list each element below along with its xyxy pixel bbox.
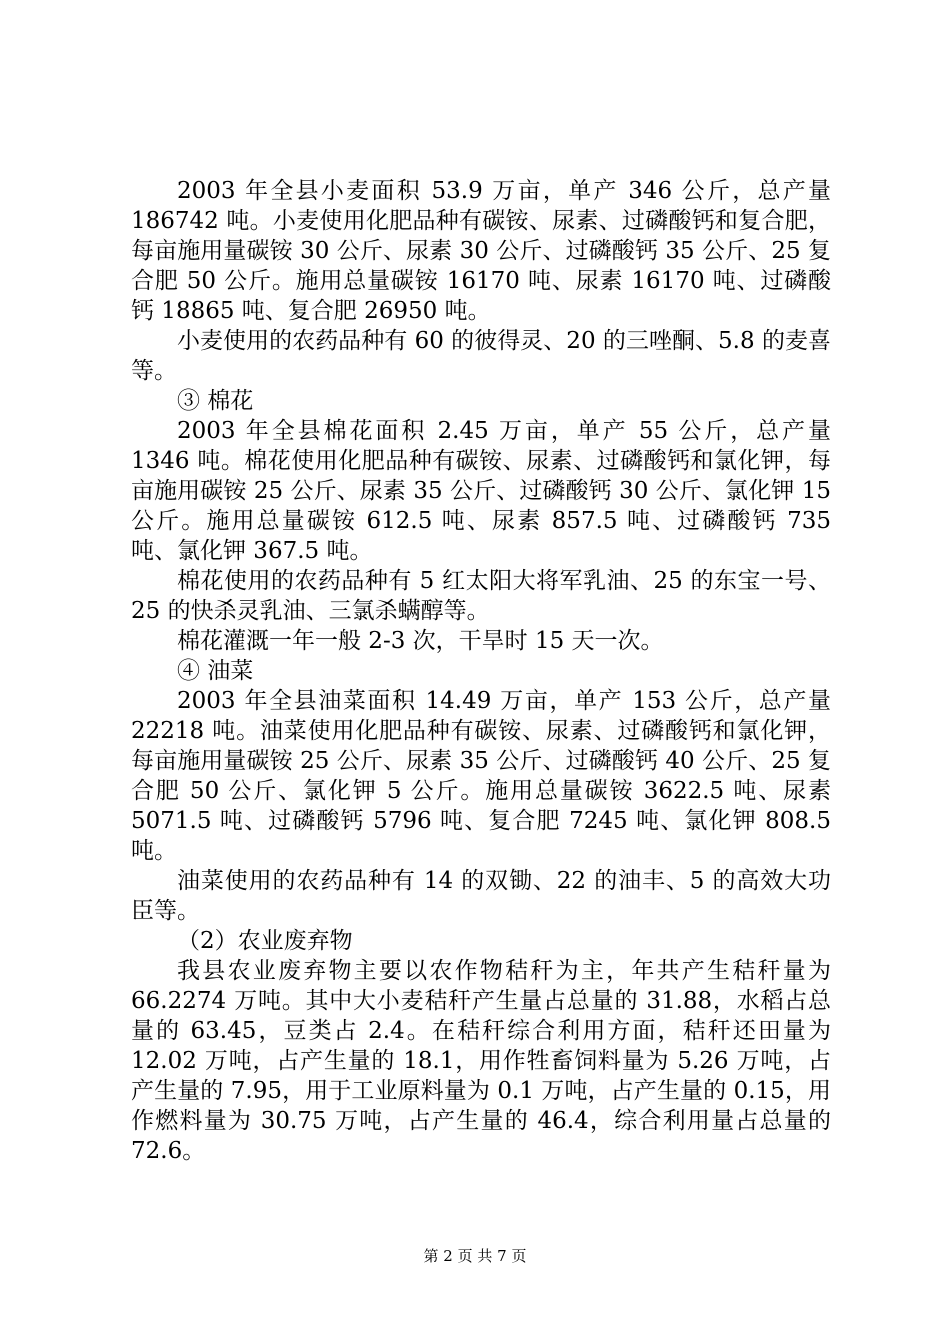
paragraph-cotton-pesticide: 棉花使用的农药品种有 5 红太阳大将军乳油、25 的东宝一号、25 的快杀灵乳油、三氯杀螨醇等。 (131, 568, 831, 624)
paragraph-wheat-fertilizer: 2003 年全县小麦面积 53.9 万亩，单产 346 公斤，总产量 186742 吨。小麦使用化肥品种有碳铵、尿素、过磷酸钙和复合肥，每亩施用量碳铵 30 公斤、尿素 30 公斤、过磷酸钙 35 公斤、25 复合肥 50 公斤。施用总量碳铵 16170 吨、尿素 16170 吨、过磷酸钙 18865 吨、复合肥 26950 吨。 (131, 178, 831, 324)
paragraph-rapeseed-pesticide: 油菜使用的农药品种有 14 的双锄、22 的油丰、5 的高效大功臣等。 (131, 868, 831, 924)
paragraph-cotton-irrigation: 棉花灌溉一年一般 2-3 次，干旱时 15 天一次。 (177, 628, 664, 654)
heading-cotton: ③ 棉花 (177, 388, 254, 414)
paragraph-wheat-pesticide: 小麦使用的农药品种有 60 的彼得灵、20 的三唑酮、5.8 的麦喜等。 (131, 328, 831, 384)
paragraph-straw-utilization: 我县农业废弃物主要以农作物秸秆为主，年共产生秸秆量为 66.2274 万吨。其中大小麦秸秆产生量占总量的 31.88，水稻占总量的 63.45，豆类占 2.4。在秸秆综合利用方面，秸秆还田量为 12.02 万吨，占产生量的 18.1，用作牲畜饲料量为 5.26 万吨，占产生量的 7.95，用于工业原料量为 0.1 万吨，占产生量的 0.15，用作燃料量为 30.75 万吨，占产生量的 46.4，综合利用量占总量的 72.6。 (131, 958, 831, 1164)
page-footer: 第 2 页 共 7 页 (423, 1247, 527, 1265)
paragraph-rapeseed-fertilizer: 2003 年全县油菜面积 14.49 万亩，单产 153 公斤，总产量 22218 吨。油菜使用化肥品种有碳铵、尿素、过磷酸钙和氯化钾，每亩施用量碳铵 25 公斤、尿素 35 公斤、过磷酸钙 40 公斤、25 复合肥 50 公斤、氯化钾 5 公斤。施用总量碳铵 3622.5 吨、尿素 5071.5 吨、过磷酸钙 5796 吨、复合肥 7245 吨、氯化钾 808.5 吨。 (131, 688, 831, 864)
heading-rapeseed: ④ 油菜 (177, 658, 254, 684)
paragraph-cotton-fertilizer: 2003 年全县棉花面积 2.45 万亩，单产 55 公斤，总产量 1346 吨。棉花使用化肥品种有碳铵、尿素、过磷酸钙和氯化钾，每亩施用碳铵 25 公斤、尿素 35 公斤、过磷酸钙 30 公斤、氯化钾 15 公斤。施用总量碳铵 612.5 吨、尿素 857.5 吨、过磷酸钙 735 吨、氯化钾 367.5 吨。 (131, 418, 831, 564)
document-body (131, 176, 831, 1166)
heading-agricultural-waste: （2）农业废弃物 (177, 928, 353, 954)
